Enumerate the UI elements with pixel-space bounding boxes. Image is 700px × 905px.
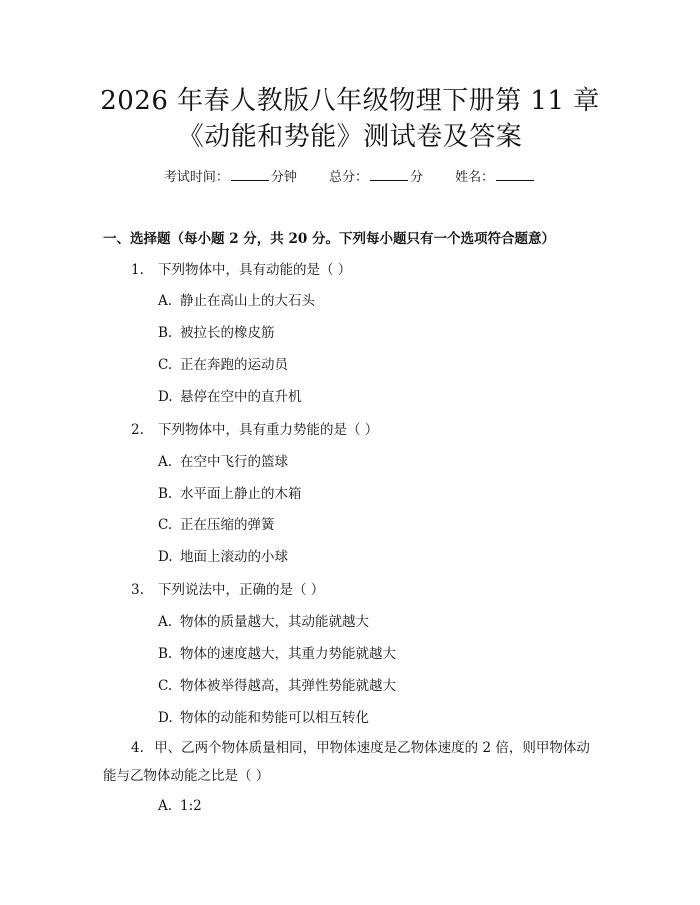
exam-info-row [0,168,700,188]
option-text: 正在奔跑的运动员 [180,357,288,373]
option-text: 水平面上静止的木箱 [180,486,302,502]
option-letter: B. [158,325,173,341]
question-text: 下列说法中，正确的是（ ） [158,582,325,598]
option-letter: A. [158,614,173,630]
option-text: 1:2 [180,798,202,814]
name-field [455,168,536,188]
option-text: 在空中飞行的篮球 [180,454,288,470]
option-letter: D. [158,710,173,726]
exam-time-blank [231,168,269,181]
exam-time-field [164,168,297,188]
question-text-line2: 能与乙物体动能之比是（ ） [103,768,270,784]
option-text: 地面上滚动的小球 [180,549,288,565]
question-text: 下列物体中，具有重力势能的是（ ） [158,422,379,438]
score-blank [370,168,408,181]
option-letter: A. [158,798,173,814]
name-label: 姓名： [455,170,495,185]
option-letter: D. [158,549,173,565]
page-title-line2: 《动能和势能》测试卷及答案 [177,122,523,152]
option-text: 物体被举得越高，其弹性势能就越大 [180,678,396,694]
option-letter: A. [158,454,173,470]
option-letter: C. [158,678,173,694]
question-number: 2. [131,422,144,438]
score-unit: 分 [410,170,424,185]
option-text: 被拉长的橡皮筋 [180,325,275,341]
exam-time-label: 考试时间： [163,170,229,185]
score-field [329,168,423,188]
option-text: 静止在高山上的大石头 [180,293,315,309]
question-text: 下列物体中，具有动能的是（ ） [158,262,352,278]
option-text: 物体的动能和势能可以相互转化 [180,710,369,726]
option-letter: C. [158,357,173,373]
option-letter: C. [158,517,173,533]
exam-time-unit: 分钟 [270,170,297,185]
question-4 [131,738,590,758]
option-text: 正在压缩的弹簧 [180,517,275,533]
page-title-line1: 2026 年春人教版八年级物理下册第 11 章 [100,86,600,116]
section-heading: 一、选择题（每小题 2 分，共 20 分。下列每小题只有一个选项符合题意） [103,231,555,247]
question-text-line1: 甲、乙两个物体质量相同，甲物体速度是乙物体速度的 2 倍，则甲物体动 [154,740,590,756]
option-text: 物体的质量越大，其动能就越大 [180,614,369,630]
option-letter: B. [158,486,173,502]
question-number: 3. [131,582,144,598]
name-blank [496,168,534,181]
option-letter: B. [158,646,173,662]
question-number: 4. [131,740,144,756]
question-number: 1. [131,262,144,278]
option-letter: A. [158,293,173,309]
option-letter: D. [158,389,173,405]
option-text: 悬停在空中的直升机 [180,389,302,405]
option-text: 物体的速度越大，其重力势能就越大 [180,646,396,662]
score-label: 总分： [328,170,368,185]
